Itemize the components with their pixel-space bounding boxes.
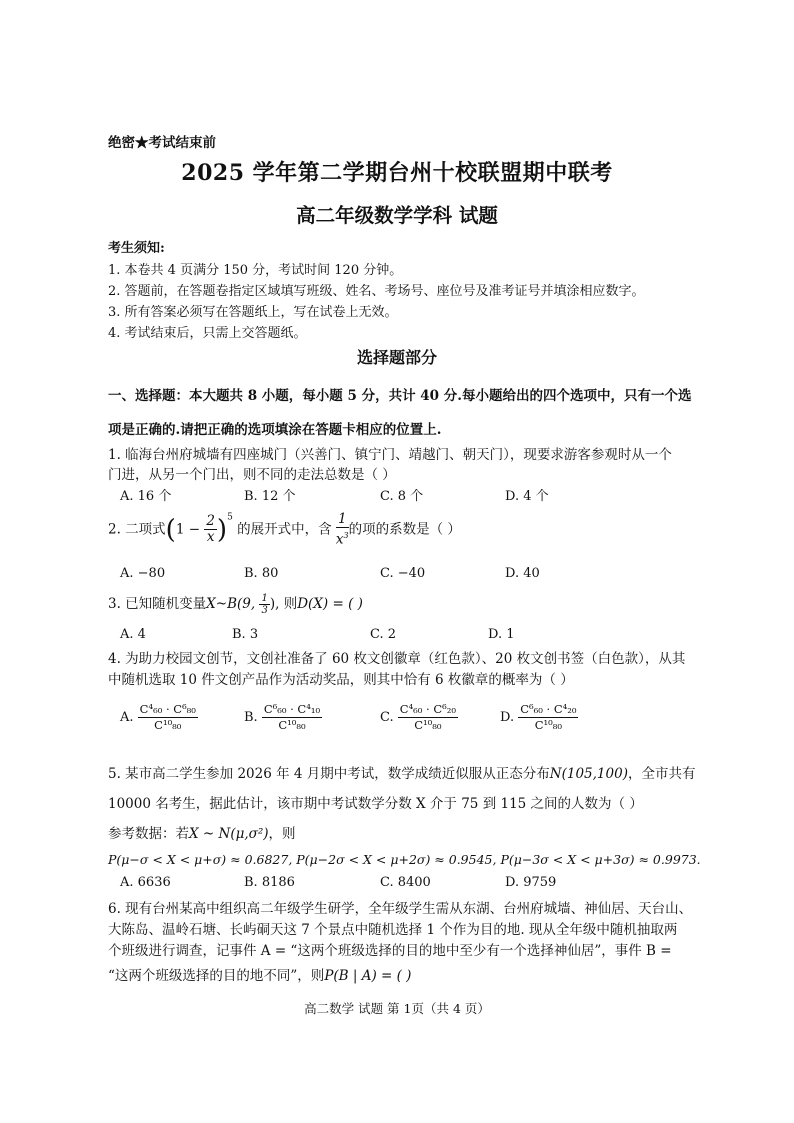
reference-suffix: ，则 bbox=[268, 826, 296, 842]
option-label: D. bbox=[500, 710, 515, 725]
fraction-2-over-x bbox=[204, 514, 217, 545]
page-footer: 高二数学 试题 第 1页（共 4 页） bbox=[304, 1001, 490, 1016]
question-5-option-b: B. 8186 bbox=[244, 875, 295, 890]
option-fraction bbox=[262, 702, 322, 733]
reference-label: 参考数据：若 bbox=[108, 826, 189, 842]
section-instructions: 一、选择题：本大题共 8 小题，每小题 5 分，共计 40 分.每小题给出的四个选项中，只有一个选 bbox=[108, 388, 692, 404]
question-3-option-a: A. 4 bbox=[120, 627, 146, 642]
fraction-denominator: x bbox=[206, 529, 215, 546]
question-6-text bbox=[108, 964, 411, 984]
question-5-option-d: D. 9759 bbox=[505, 875, 557, 890]
fraction-denominator: C¹⁰₈₀ bbox=[278, 718, 306, 732]
question-2-mid: 的展开式中，含 bbox=[237, 521, 332, 538]
question-4-text: 中随机选取 10 件文创产品作为活动奖品，则其中恰有 6 枚徽章的概率为（ ） bbox=[108, 672, 574, 688]
question-1-option-c: C. 8 个 bbox=[380, 489, 424, 504]
option-fraction bbox=[398, 702, 458, 733]
question-1-option-d: D. 4 个 bbox=[505, 489, 549, 504]
question-3-option-c: C. 2 bbox=[370, 627, 397, 642]
fraction-denominator: C¹⁰₈₀ bbox=[414, 718, 442, 732]
question-4-option-a bbox=[120, 702, 198, 733]
paren-close: ) bbox=[216, 514, 228, 545]
paren-open: ( bbox=[165, 514, 176, 545]
question-5-text bbox=[108, 762, 695, 782]
section-instructions: 项是正确的.请把正确的选项填涂在答题卡相应的位置上. bbox=[108, 422, 442, 438]
fraction-numerator: 1 bbox=[261, 593, 268, 604]
option-label: A. bbox=[120, 710, 134, 725]
notice-item: 1. 本卷共 4 页满分 150 分，考试时间 120 分钟。 bbox=[108, 263, 403, 278]
question-2-option-b: B. 80 bbox=[244, 566, 279, 581]
question-5-line1a: 5. 某市高二学生参加 2026 年 4 月期中考试，数学成绩近似服从正态分布 bbox=[108, 766, 550, 782]
denominator-exponent: 3 bbox=[343, 531, 349, 540]
question-4-option-c bbox=[380, 702, 458, 733]
fraction-denominator bbox=[336, 528, 349, 548]
conditional-probability: P(B | A) = ( ) bbox=[324, 968, 412, 984]
question-3-option-b: B. 3 bbox=[232, 627, 259, 642]
question-5-probabilities: P(μ−σ < X < μ+σ) ≈ 0.6827, P(μ−2σ < X < μ+2σ) ≈ 0.9545, P(μ−3σ < X < μ+3σ) ≈ 0.9973. bbox=[108, 852, 701, 867]
question-1-text: 1. 临海台州府城墙有四座城门（兴善门、镇宁门、靖越门、朝天门），现要求游客参观时从一个 bbox=[108, 447, 672, 463]
option-label: C. bbox=[380, 710, 394, 725]
fraction-numerator: 1 bbox=[336, 512, 349, 528]
fraction-numerator: C⁶₆₀ · C⁴₁₀ bbox=[263, 702, 321, 716]
distribution-pre: X~B(9, bbox=[206, 596, 256, 612]
fraction-denominator: C¹⁰₈₀ bbox=[154, 718, 182, 732]
question-5-text: 10000 名考生，据此估计，该市期中考试数学分数 X 介于 75 到 115 之间的人数为（ ） bbox=[108, 796, 643, 812]
normal-distribution: N(105,100) bbox=[549, 766, 628, 782]
fraction-1-over-3 bbox=[259, 593, 269, 616]
question-5-option-c: C. 8400 bbox=[380, 875, 431, 890]
option-fraction bbox=[138, 702, 198, 733]
question-2-option-c: C. −40 bbox=[380, 566, 426, 581]
fraction-numerator: C⁴₆₀ · C⁶₈₀ bbox=[139, 702, 196, 716]
question-3-text bbox=[108, 592, 363, 616]
fraction-numerator: C⁴₆₀ · C⁶₂₀ bbox=[399, 702, 456, 716]
fraction-denominator: 3 bbox=[261, 605, 268, 616]
fraction-1-over-x3 bbox=[336, 512, 349, 548]
question-1-text: 门进，从另一个门出，则不同的走法总数是（ ） bbox=[108, 467, 396, 483]
question-3-option-d: D. 1 bbox=[488, 627, 515, 642]
question-2-prefix: 2. 二项式 bbox=[108, 521, 166, 538]
question-6-text: 6. 现有台州某高中组织高二年级学生研学，全年级学生需从东湖、台州府城墙、神仙居、天台山、 bbox=[108, 901, 693, 917]
option-label: B. bbox=[244, 710, 258, 725]
variance-expression: D(X) = ( ) bbox=[297, 596, 363, 612]
question-1-option-a: A. 16 个 bbox=[120, 489, 172, 504]
binomial-one: 1 − bbox=[175, 521, 201, 538]
question-5-line1c: ，全市共有 bbox=[627, 766, 696, 782]
question-6-text: 大陈岛、温岭石塘、长屿硐天这 7 个景点中随机选择 1 个作为目的地. 现从全年级中随机抽取两 bbox=[108, 922, 678, 938]
option-fraction bbox=[518, 702, 578, 733]
confidential-mark: 绝密★考试结束前 bbox=[108, 135, 216, 151]
fraction-denominator: C¹⁰₈₀ bbox=[534, 718, 562, 732]
distribution-post: ), 则 bbox=[269, 596, 298, 612]
notice-item: 3. 所有答案必须写在答题纸上，写在试卷上无效。 bbox=[108, 305, 398, 320]
notice-heading: 考生须知: bbox=[108, 241, 165, 256]
exam-subtitle: 高二年级数学学科 试题 bbox=[296, 204, 498, 227]
denominator-base: x bbox=[335, 531, 344, 548]
reference-distribution: X ~ N(μ,σ²) bbox=[189, 826, 269, 842]
notice-item: 4. 考试结束后，只需上交答题纸。 bbox=[108, 326, 307, 341]
question-2-option-a: A. −80 bbox=[120, 566, 166, 581]
question-1-option-b: B. 12 个 bbox=[244, 489, 296, 504]
question-2-option-d: D. 40 bbox=[505, 566, 540, 581]
question-2-suffix: 的项的系数是（ ） bbox=[348, 521, 461, 538]
question-3-prefix: 3. 已知随机变量 bbox=[108, 596, 207, 612]
question-4-option-b bbox=[244, 702, 322, 733]
fraction-numerator: 2 bbox=[206, 513, 215, 530]
binomial-exponent: 5 bbox=[227, 512, 233, 523]
exam-title: 2025 学年第二学期台州十校联盟期中联考 bbox=[181, 160, 613, 186]
question-5-option-a: A. 6636 bbox=[120, 875, 171, 890]
question-5-reference bbox=[108, 822, 296, 842]
question-4-option-d bbox=[500, 702, 578, 733]
fraction-numerator: C⁶₆₀ · C⁴₂₀ bbox=[520, 702, 577, 716]
question-6-line4a: “这两个班级选择的目的地不同”，则 bbox=[108, 968, 325, 984]
section-title: 选择题部分 bbox=[356, 348, 437, 367]
notice-item: 2. 答题前，在答题卷指定区域填写班级、姓名、考场号、座位号及准考证号并填涂相应数字。 bbox=[108, 284, 645, 299]
question-4-text: 4. 为助力校园文创节，文创社准备了 60 枚文创徽章（红色款）、20 枚文创书签（白色款），从其 bbox=[108, 651, 686, 667]
question-2-text bbox=[108, 512, 461, 548]
question-6-text: 个班级进行调查，记事件 A = “这两个班级选择的目的地中至少有一个选择神仙居”，事件 B = bbox=[108, 943, 672, 959]
